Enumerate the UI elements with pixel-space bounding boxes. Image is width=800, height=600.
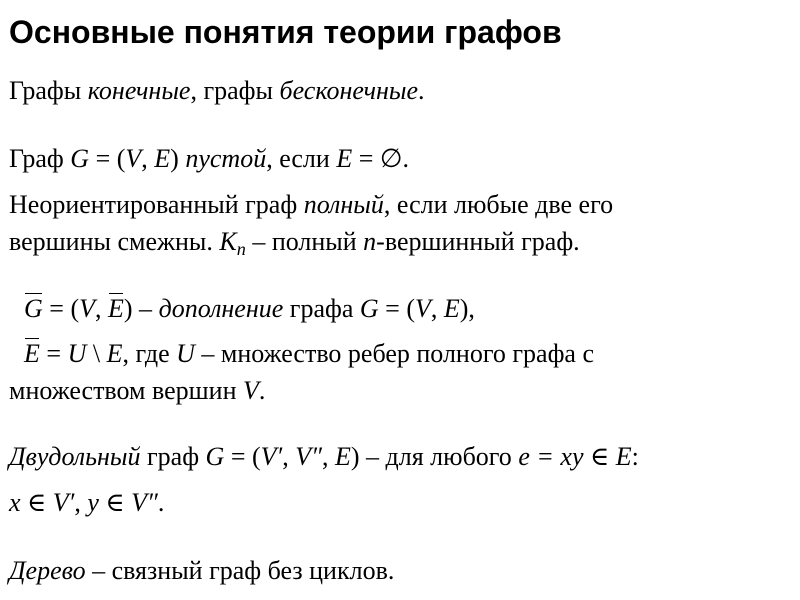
term-bipartite: Двудольный [9,442,141,471]
empty-graph-line [9,140,409,177]
symbol-e-bar: E [24,335,40,372]
symbol-x: x [9,488,21,517]
text: ) – для любого [350,442,519,471]
text: – множество ребер полного графа с [194,339,594,368]
subscript-n: n [236,239,246,260]
tree-line [9,552,394,589]
edge-expression: e = xy [518,442,584,471]
text: – полный [245,227,364,256]
symbol-e: E [154,144,171,173]
term-empty: пустой [185,144,267,173]
symbol-g-bar: G [24,290,43,327]
text: ) [170,144,186,173]
text: , если любые две его [383,190,614,219]
symbol-v-prime: V′ [52,488,75,517]
text: : [631,442,639,471]
symbol-e: E [334,442,351,471]
symbol-g: G [205,442,225,471]
text: , графы [190,76,280,105]
term-finite: конечные [87,76,191,105]
symbol-v: V [243,376,259,405]
term-tree: Дерево [9,556,86,585]
text: Неориентированный граф [9,190,304,219]
symbol-v: V [79,294,95,323]
complement-line-3 [9,372,265,409]
symbol-v-prime: V′ [260,442,283,471]
text: \ [86,339,107,368]
symbol-e: E [336,144,353,173]
text: , если [266,144,337,173]
symbol-e: E [106,339,123,368]
element-of-symbol: ∈ [20,488,53,517]
text: = ( [224,442,261,471]
text: = ( [89,144,126,173]
text: = ∅. [352,144,410,173]
element-of-symbol: ∈ [583,442,616,471]
symbol-e-bar: E [108,290,124,327]
symbol-v: V [125,144,142,173]
symbol-e: E [443,294,460,323]
text: множеством вершин [9,376,243,405]
symbol-u: U [67,339,87,368]
term-complete: полный [303,190,384,219]
finite-infinite-line [9,72,425,109]
symbol-g: G [70,144,90,173]
text: , [282,442,296,471]
text: , где [122,339,177,368]
text: , [141,144,155,173]
text: вершины смежны. [9,227,220,256]
text: графа [283,294,360,323]
text: граф [140,442,206,471]
symbol-v: V [414,294,431,323]
symbol-e: E [615,442,632,471]
symbol-v-double-prime: V″ [131,488,158,517]
term-complement: дополнение [158,294,284,323]
complete-graph-line-1 [9,186,613,223]
complement-line-2 [24,335,594,372]
text: , [430,294,444,323]
symbol-k: K [219,227,237,256]
element-of-symbol: ∈ [98,488,132,517]
symbol-u: U [176,339,195,368]
text: ) – [123,294,159,323]
text: = ( [42,294,80,323]
page-title: Основные понятия теории графов [9,14,562,50]
text: . [258,376,266,405]
symbol-v-double-prime: V″ [295,442,322,471]
text: Графы [9,76,88,105]
text: Граф [9,144,71,173]
bipartite-line-2 [9,484,164,521]
symbol-n: n [363,227,377,256]
term-infinite: бесконечные [279,76,419,105]
text: , [74,488,88,517]
symbol-y: y [87,488,99,517]
text: , [95,294,108,323]
text: = [39,339,68,368]
text: ), [459,294,475,323]
text: – связный граф без циклов. [85,556,395,585]
text: = ( [378,294,415,323]
text: . [157,488,165,517]
text: -вершинный граф. [376,227,580,256]
complement-line-1 [24,290,475,327]
symbol-g: G [359,294,379,323]
text: . [418,76,425,105]
text: , [321,442,335,471]
bipartite-line-1 [9,438,639,475]
complete-graph-line-2 [9,223,580,260]
